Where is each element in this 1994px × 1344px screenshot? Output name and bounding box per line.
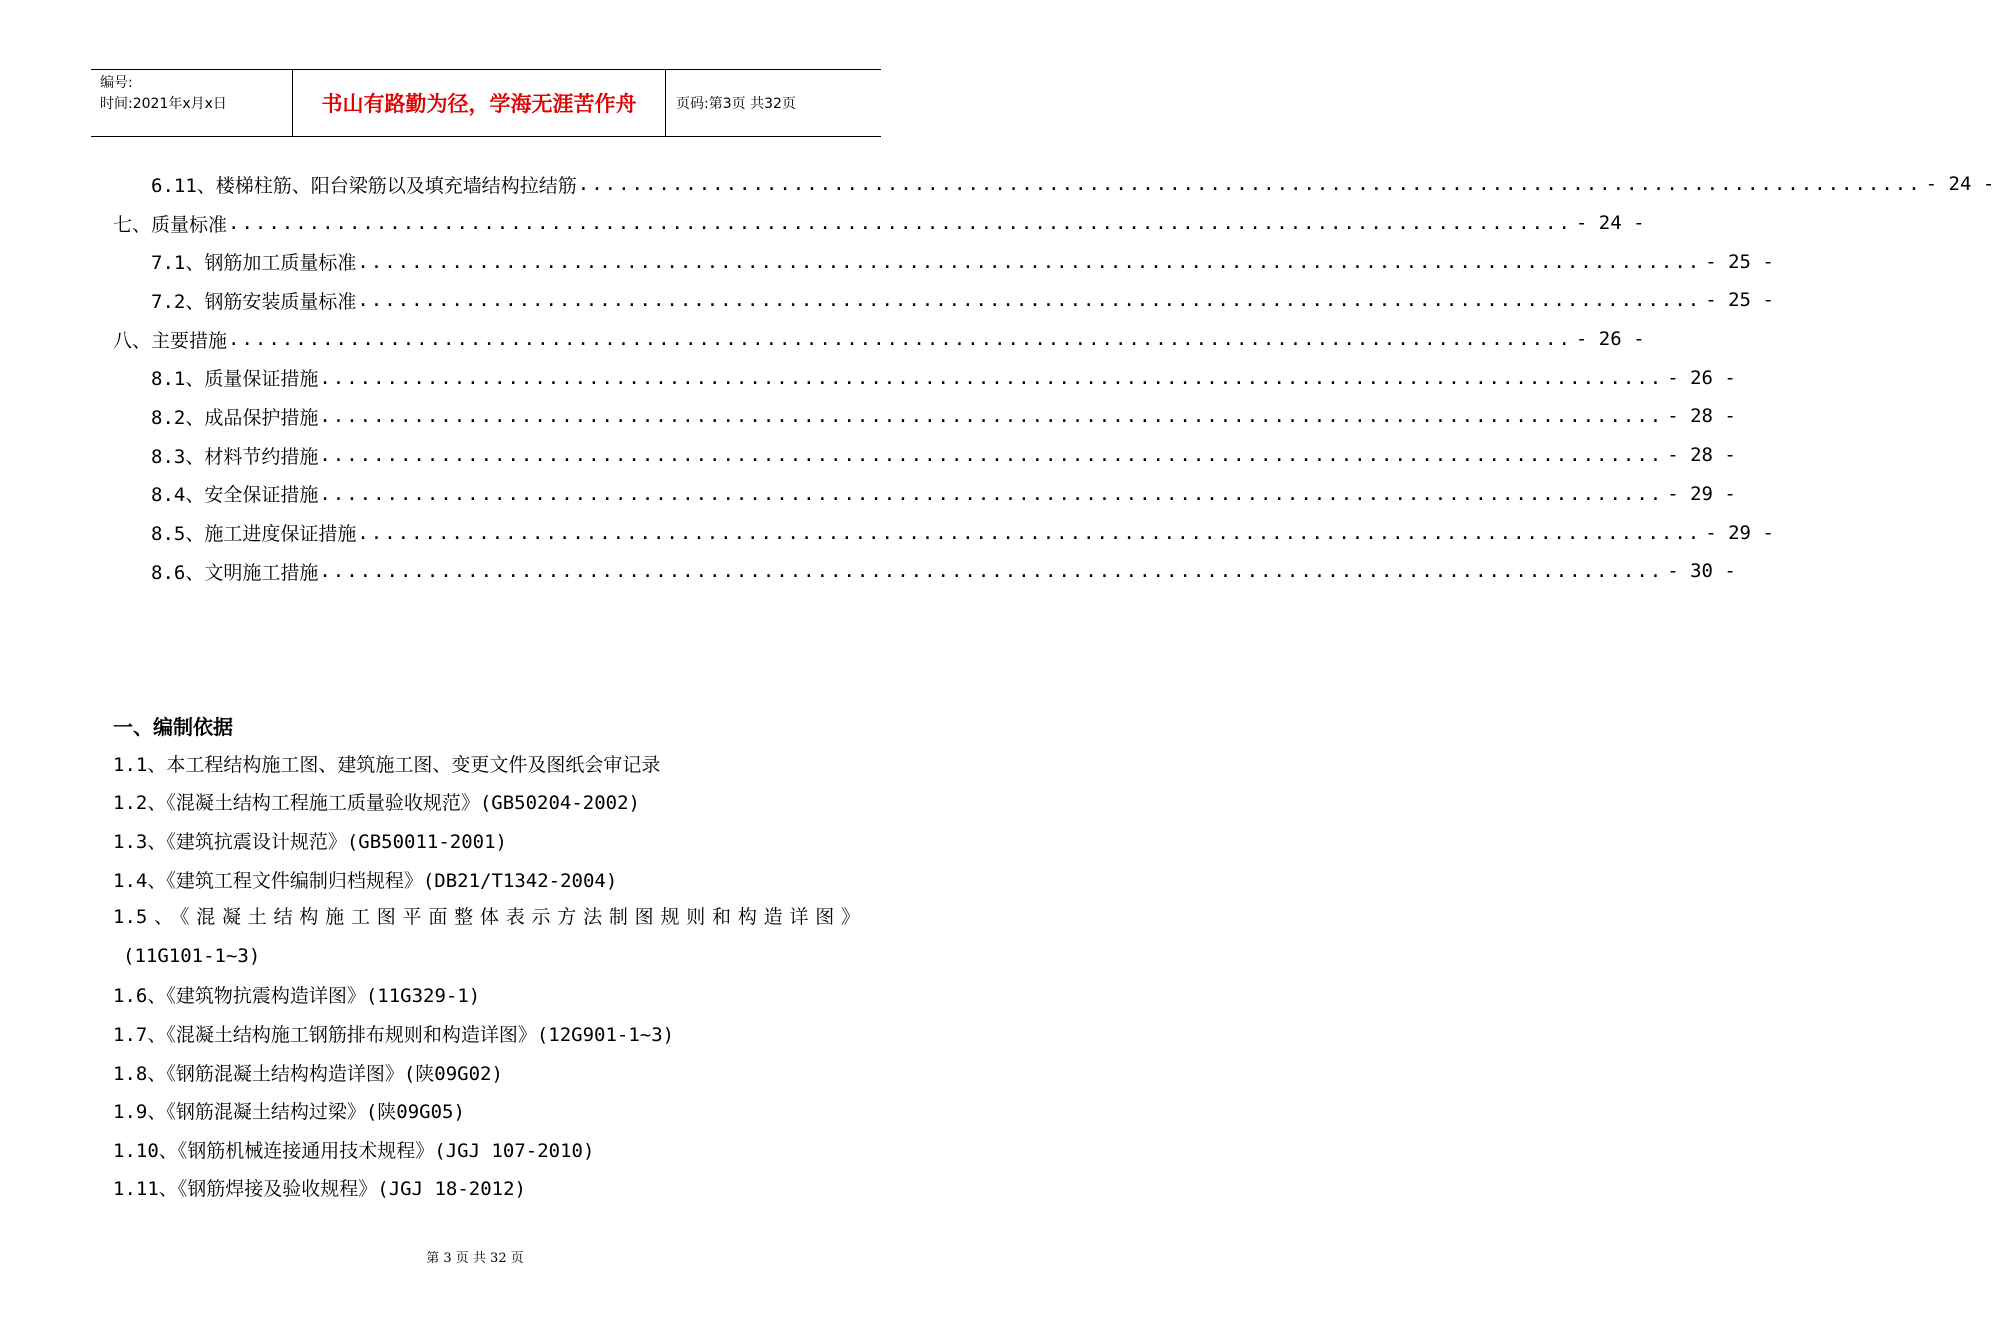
toc-leader-dots: .................................................................................................... xyxy=(357,289,1702,312)
toc-entry-label: 8.6、文明施工措施 xyxy=(151,561,319,584)
toc-leader-dots: .................................................................................................... xyxy=(319,560,1664,583)
toc-entry[interactable] xyxy=(113,358,1736,397)
toc-leader-dots: .................................................................................................... xyxy=(319,444,1664,467)
header-meta xyxy=(91,70,293,136)
toc-entry-page: - 29 - xyxy=(1705,521,1774,544)
toc-entry[interactable] xyxy=(113,281,1774,320)
toc-entry[interactable] xyxy=(113,397,1736,436)
section-title: 一、编制依据 xyxy=(113,714,233,739)
toc-entry-page: - 30 - xyxy=(1667,560,1736,583)
toc-entry-label: 7.1、钢筋加工质量标准 xyxy=(151,252,357,275)
basis-item: 1.7、《混凝土结构施工钢筋排布规则和构造详图》(12G901-1~3) xyxy=(113,1023,675,1046)
toc-leader-dots: .................................................................................................... xyxy=(357,250,1702,273)
section-basis xyxy=(113,706,860,1207)
toc-entry-page: - 24 - xyxy=(1575,212,1645,235)
basis-item: 1.2、《混凝土结构工程施工质量验收规范》(GB50204-2002) xyxy=(113,792,640,815)
toc-entry-label: 6.11、楼梯柱筋、阳台梁筋以及填充墙结构拉结筋 xyxy=(151,174,577,197)
toc-entry-label: 八、主要措施 xyxy=(113,329,228,352)
toc-entry-page: - 26 - xyxy=(1575,328,1645,351)
toc-entry-page: - 24 - xyxy=(1925,173,1994,196)
basis-item: 1.3、《建筑抗震设计规范》(GB50011-2001) xyxy=(113,830,507,853)
toc-entry[interactable] xyxy=(113,204,1645,243)
header-time-label: 时间:2021年x月x日 xyxy=(100,96,227,112)
page-header xyxy=(91,69,881,137)
header-number-label: 编号: xyxy=(100,75,133,91)
basis-item: 1.10、《钢筋机械连接通用技术规程》(JGJ 107-2010) xyxy=(113,1139,595,1162)
basis-item: 1.1、本工程结构施工图、建筑施工图、变更文件及图纸会审记录 xyxy=(113,753,661,776)
table-of-contents xyxy=(113,165,1994,591)
toc-leader-dots: .................................................................................................... xyxy=(319,482,1664,505)
basis-item: 1.11、《钢筋焊接及验收规程》(JGJ 18-2012) xyxy=(113,1178,526,1201)
toc-entry-page: - 28 - xyxy=(1667,405,1736,428)
toc-entry-page: - 25 - xyxy=(1705,250,1774,273)
basis-item: 1.5、《混凝土结构施工图平面整体表示方法制图规则和构造详图》 xyxy=(113,906,860,929)
basis-item: 1.9、《钢筋混凝土结构过梁》(陕09G05) xyxy=(113,1101,465,1124)
toc-leader-dots: .................................................................................................... xyxy=(357,521,1702,544)
toc-leader-dots: .................................................................................................... xyxy=(228,212,1572,235)
toc-entry[interactable] xyxy=(113,165,1994,204)
toc-entry[interactable] xyxy=(113,475,1736,514)
toc-entry[interactable] xyxy=(113,242,1774,281)
basis-item-continuation: (11G101-1~3) xyxy=(123,945,261,968)
toc-leader-dots: .................................................................................................... xyxy=(319,405,1664,428)
toc-entry-label: 8.2、成品保护措施 xyxy=(151,406,319,429)
basis-item: 1.6、《建筑物抗震构造详图》(11G329-1) xyxy=(113,985,481,1008)
toc-entry-label: 7.2、钢筋安装质量标准 xyxy=(151,290,357,313)
page-footer: 第 3 页 共 32 页 xyxy=(426,1251,524,1266)
toc-entry-label: 七、质量标准 xyxy=(113,213,228,236)
toc-entry-label: 8.3、材料节约措施 xyxy=(151,445,319,468)
toc-entry-label: 8.5、施工进度保证措施 xyxy=(151,523,357,546)
toc-entry-page: - 26 - xyxy=(1667,366,1736,389)
header-motto: 书山有路勤为径，学海无涯苦作舟 xyxy=(293,70,666,136)
toc-entry-label: 8.4、安全保证措施 xyxy=(151,484,319,507)
toc-entry[interactable] xyxy=(113,320,1645,359)
basis-item: 1.8、《钢筋混凝土结构构造详图》(陕09G02) xyxy=(113,1062,503,1085)
toc-leader-dots: .................................................................................................... xyxy=(577,173,1922,196)
toc-entry-page: - 28 - xyxy=(1667,444,1736,467)
basis-item: 1.4、《建筑工程文件编制归档规程》(DB21/T1342-2004) xyxy=(113,869,618,892)
toc-entry-label: 8.1、质量保证措施 xyxy=(151,368,319,391)
header-page-info: 页码:第3页 共32页 xyxy=(676,96,796,112)
toc-entry-page: - 29 - xyxy=(1667,482,1736,505)
toc-entry[interactable] xyxy=(113,552,1736,591)
toc-leader-dots: .................................................................................................... xyxy=(319,366,1664,389)
toc-entry[interactable] xyxy=(113,513,1774,552)
toc-entry[interactable] xyxy=(113,436,1736,475)
toc-leader-dots: .................................................................................................... xyxy=(228,328,1572,351)
toc-entry-page: - 25 - xyxy=(1705,289,1774,312)
